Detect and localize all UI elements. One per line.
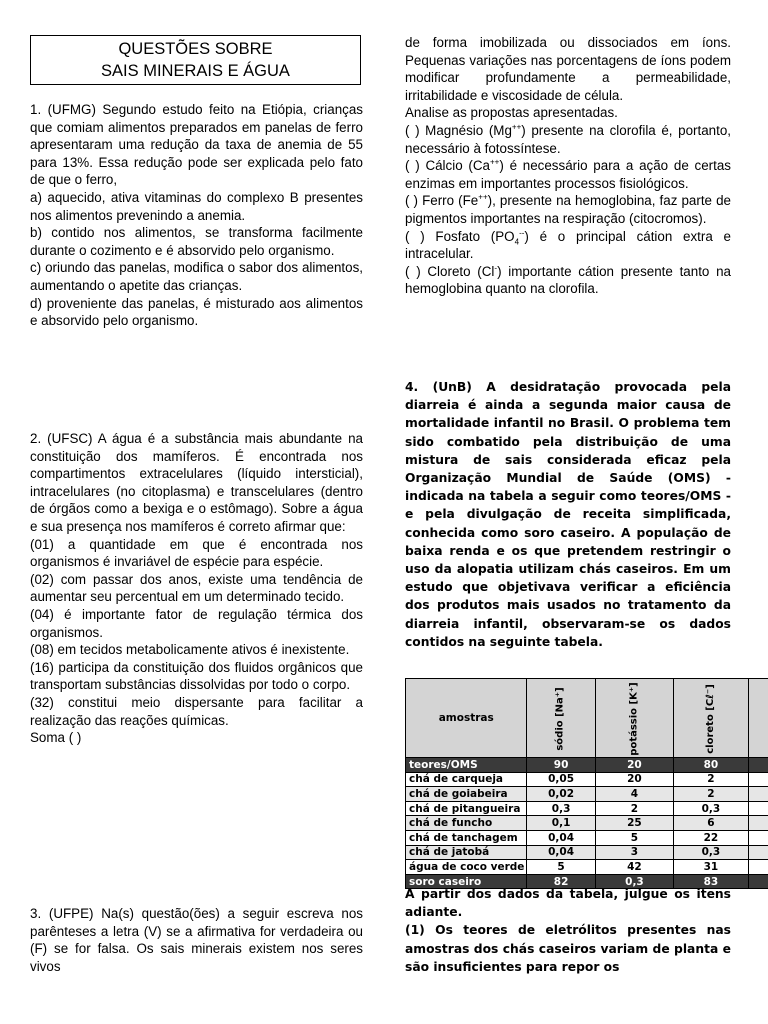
table-cell-value: 0,04 [527,830,595,845]
table-cell-value [748,816,768,831]
table-cell-value: 0,05 [527,772,595,787]
table-cell-value: 22 [674,830,749,845]
table-cell-value [748,830,768,845]
table-cell-value: 31 [674,860,749,875]
table-cell-sample: teores/OMS [406,758,527,773]
table-cell-value: 5 [595,830,673,845]
table-cell-value: 6 [674,816,749,831]
table-cell-value [748,860,768,875]
question-1-option-c: c) oriundo das panelas, modifica o sabor dos alimentos, aumentando o apetite das crianças. [30,260,363,293]
table-header-cloreto: cloreto [Cℓ⁻] [674,679,749,758]
table-row [406,830,768,845]
page-title-box [30,35,361,85]
question-2-option-32: (32) constitui meio dispersante para facilitar a realização das reações químicas. [30,694,363,728]
table-cell-sample: chá de jatobá [406,845,527,860]
question-4 [405,378,731,651]
table-cell-value: 0,3 [595,874,673,889]
table-header-sodio: sódio [Na⁺] [527,679,595,758]
table-header-row [406,679,768,758]
table-cell-sample: chá de goiabeira [406,787,527,802]
table-header-potassio: potássio [K⁺] [595,679,673,758]
table-row [406,845,768,860]
table-row [406,801,768,816]
question-3-start [30,905,363,975]
table-cell-value [748,874,768,889]
table-cell-value: 83 [674,874,749,889]
table-cell-value: 80 [674,758,749,773]
question-2-option-02: (02) com passar dos anos, existe uma tendência de aumentar seu percentual em um determinado tecido. [30,571,363,605]
table-cell-value: 4 [595,787,673,802]
question-4-instruction: A partir dos dados da tabela, julgue os itens adiante. [405,887,731,920]
table-row [406,787,768,802]
table-cell-value: 0,04 [527,845,595,860]
table-cell-value: 5 [527,860,595,875]
question-3-instruction: Analise as propostas apresentadas. [405,105,618,121]
table-cell-value [748,772,768,787]
table-cell-value: 2 [674,787,749,802]
question-2-option-04: (04) é importante fator de regulação térmica dos organismos. [30,606,363,640]
table-cell-value: 0,3 [674,801,749,816]
table-cell-value: 82 [527,874,595,889]
question-1 [30,101,363,330]
question-4-continued [405,885,731,976]
table-cell-value: 90 [527,758,595,773]
question-2 [30,430,363,747]
table-cell-value: 3 [595,845,673,860]
table-cell-value: 0,3 [527,801,595,816]
question-2-option-08: (08) em tecidos metabolicamente ativos é inexistente. [30,642,350,658]
question-1-option-b: b) contido nos alimentos, se transforma facilmente durante o cozimento e é absorvido pelo organismo. [30,225,363,258]
table-cell-value: 2 [674,772,749,787]
page-title-line-2: SAIS MINERAIS E ÁGUA [101,62,290,80]
table-header-citrato [748,679,768,758]
table-cell-value: 42 [595,860,673,875]
table-cell-sample: chá de carqueja [406,772,527,787]
table-row [406,758,768,773]
question-3-item-fosfato: ( ) Fosfato $(PO_4^{--})$ é o principal cátion extra e intracelular. [405,228,731,262]
question-1-option-a: a) aquecido, ativa vitaminas do complexo B presentes nos alimentos prevenindo a anemia. [30,189,363,223]
table-cell-value: 20 [595,758,673,773]
question-3-continuation: de forma imobilizada ou dissociados em íons. Pequenas variações nas porcentagens de íons podem modificar profundamente a permeabilidade, irritabilidade e viscosidade de célula. [405,35,731,103]
table-cell-sample: chá de pitangueira [406,801,527,816]
question-2-option-16: (16) participa da constituição dos fluidos orgânicos que transportam substâncias dissolvidas por todo o corpo. [30,659,363,693]
table-cell-value: 0,3 [674,845,749,860]
question-4-item-1: (1) Os teores de eletrólitos presentes nas amostras dos chás caseiros variam de planta e são insuficientes para repor os [405,923,731,974]
question-2-option-01: (01) a quantidade em que é encontrada nos organismos é invariável de espécie para espécie. [30,536,363,570]
table-cell-sample: chá de funcho [406,816,527,831]
table-row [406,860,768,875]
page-title-line-1: QUESTÕES SOBRE [118,40,273,58]
table-cell-value [748,758,768,773]
question-3-item-magnesio: ( ) Magnésio (Mg++) presente na clorofila é, portanto, necessário à fotossíntese. [405,122,732,156]
question-3-continued [405,34,731,298]
table-cell-value [748,801,768,816]
table-cell-value: 0,1 [527,816,595,831]
table-row [406,816,768,831]
table-cell-value: 20 [595,772,673,787]
table-cell-value [748,845,768,860]
table-cell-sample: soro caseiro [406,874,527,889]
question-4-stem: 4. (UnB) A desidratação provocada pela diarreia é ainda a segunda maior causa de mortalidade infantil no Brasil. O problema tem sido combatido pela distribuição de uma mistura de sais considerada eficaz pela Organização Mundial de Saúde (OMS) - indicada na tabela a seguir como teores/OMS - e pela divulgação de receita simplificada, conhecida como soro caseiro. A população de baixa renda e os que pretendem restringir o uso da alopatia utilizam chás caseiros. Em um estudo que objetivava verificar a eficiência dos produtos mais usados no tratamento da diarreia infantil, observaram-se os dados contidos na seguinte tabela. [405,380,731,649]
question-3-stem: 3. (UFPE) Na(s) questão(ões) a seguir escreva nos parênteses a letra (V) se a afirmativa for verdadeira ou (F) se for falsa. Os sais minerais existem nos seres vivos [30,906,363,974]
table-cell-value [748,787,768,802]
question-3-item-cloreto: ( ) Cloreto (Cl-) importante cátion presente tanto na hemoglobina quanto na clorofila. [405,263,731,297]
table-cell-value: 0,02 [527,787,595,802]
data-table [405,678,768,889]
question-1-stem: 1. (UFMG) Segundo estudo feito na Etiópia, crianças que comiam alimentos preparados em panelas de ferro apresentaram uma redução da taxa de anemia de 55 para 13%. Essa redução pode ser explicada pelo fato de que o ferro, [30,102,363,188]
table-cell-value: 25 [595,816,673,831]
data-table-wrapper [405,678,731,889]
question-3-item-ferro: ( ) Ferro (Fe++), presente na hemoglobina, faz parte de pigmentos importantes na respiração (citocromos). [405,192,731,226]
table-row [406,772,768,787]
table-cell-value: 2 [595,801,673,816]
question-2-soma: Soma ( ) [30,730,82,746]
question-3-item-calcio: ( ) Cálcio (Ca++) é necessário para a ação de certas enzimas em importantes processos fisiológicos. [405,157,731,191]
table-cell-sample: água de coco verde [406,860,527,875]
question-1-option-d: d) proveniente das panelas, é misturado aos alimentos e absorvido pelo organismo. [30,295,363,329]
table-header-amostras: amostras [406,679,527,758]
question-2-stem: 2. (UFSC) A água é a substância mais abundante na constituição dos mamíferos. É encontrada nos compartimentos extracelulares (líquido intersticial), intracelulares (no citoplasma) e transcelulares (dentro de órgãos como a bexiga e o estômago). Sobre a água e sua presença nos mamíferos é correto afirmar que: [30,431,363,534]
table-cell-sample: chá de tanchagem [406,830,527,845]
